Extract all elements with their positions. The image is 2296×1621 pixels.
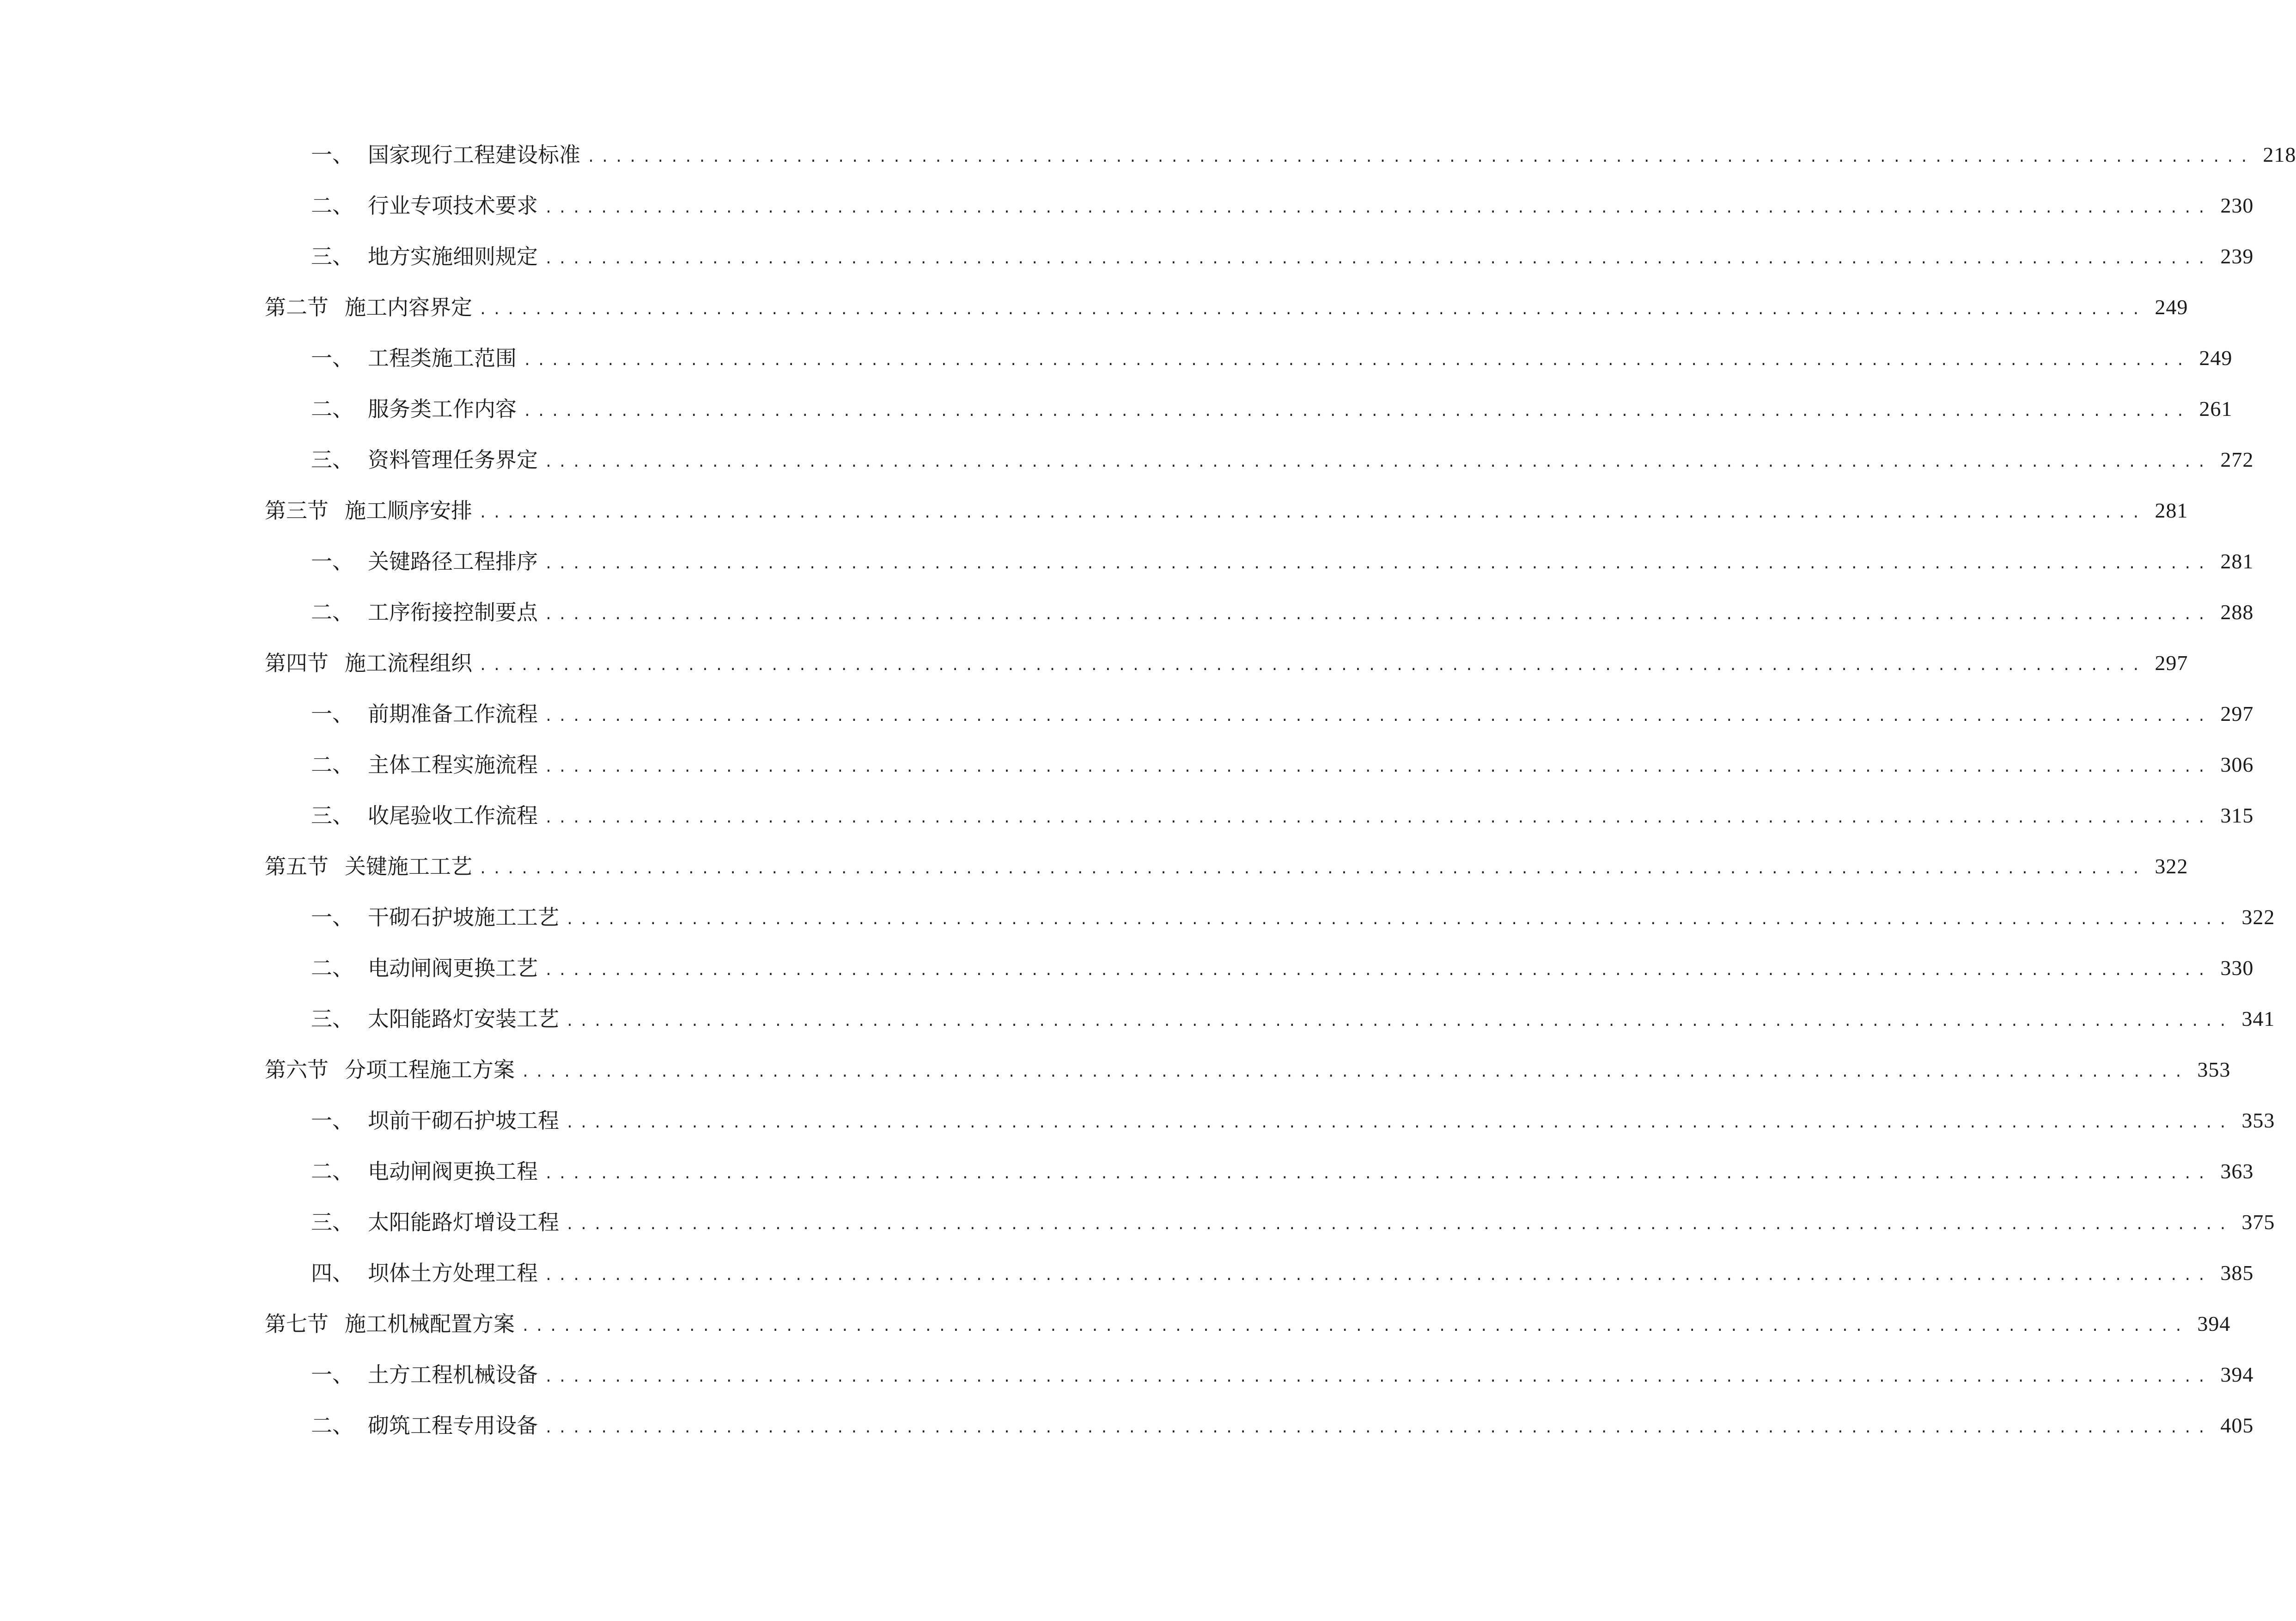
- toc-dot-leader: ........................................................................................................................: [544, 200, 2211, 216]
- toc-section-entry[interactable]: [265, 282, 2188, 333]
- toc-dot-leader: ........................................................................................................................: [544, 708, 2211, 725]
- toc-entry-page-number: 297: [2155, 651, 2188, 675]
- toc-entry-number: 三、: [311, 803, 353, 828]
- toc-subsection-entry[interactable]: [265, 333, 2233, 384]
- toc-dot-leader: ........................................................................................................................: [587, 149, 2254, 165]
- toc-subsection-entry[interactable]: [265, 943, 2254, 993]
- toc-dot-leader: ........................................................................................................................: [544, 963, 2211, 979]
- toc-entry-page-number: 281: [2220, 549, 2254, 573]
- toc-subsection-entry[interactable]: [265, 993, 2275, 1044]
- toc-entry-title: 砌筑工程专用设备: [368, 1413, 538, 1438]
- toc-entry-page-number: 353: [2197, 1058, 2231, 1081]
- toc-subsection-entry[interactable]: [265, 1349, 2254, 1400]
- toc-dot-leader: ........................................................................................................................: [544, 759, 2211, 775]
- toc-subsection-entry[interactable]: [265, 739, 2254, 790]
- toc-section-entry[interactable]: [265, 485, 2188, 536]
- toc-subsection-entry[interactable]: [265, 1095, 2275, 1146]
- toc-entry-title: 关键施工工艺: [345, 854, 472, 879]
- toc-subsection-entry[interactable]: [265, 689, 2254, 739]
- toc-entry-title: 关键路径工程排序: [368, 549, 538, 574]
- toc-dot-leader: ........................................................................................................................: [566, 1217, 2233, 1233]
- toc-subsection-entry[interactable]: [265, 1197, 2275, 1248]
- toc-dot-leader: ........................................................................................................................: [523, 353, 2190, 369]
- toc-dot-leader: ........................................................................................................................: [544, 810, 2211, 826]
- toc-entry-title: 电动闸阀更换工艺: [368, 956, 538, 981]
- toc-subsection-entry[interactable]: [265, 892, 2275, 943]
- toc-entry-title: 分项工程施工方案: [345, 1057, 515, 1082]
- toc-entry-page-number: 363: [2220, 1159, 2254, 1183]
- toc-entry-title: 工程类施工范围: [368, 346, 517, 371]
- toc-entry-title: 服务类工作内容: [368, 396, 517, 421]
- toc-dot-leader: ........................................................................................................................: [544, 454, 2211, 470]
- toc-entry-title: 地方实施细则规定: [368, 244, 538, 269]
- toc-subsection-entry[interactable]: [265, 384, 2233, 434]
- table-of-contents: [265, 129, 2296, 1451]
- toc-entry-page-number: 405: [2220, 1414, 2254, 1437]
- toc-section-entry[interactable]: [265, 1044, 2231, 1095]
- toc-entry-number: 二、: [311, 396, 353, 421]
- toc-entry-title: 坝体土方处理工程: [368, 1261, 538, 1286]
- toc-entry-title: 施工内容界定: [345, 295, 472, 320]
- toc-dot-leader: ........................................................................................................................: [544, 1420, 2211, 1436]
- toc-dot-leader: ........................................................................................................................: [544, 1369, 2211, 1385]
- toc-subsection-entry[interactable]: [265, 129, 2296, 180]
- toc-dot-leader: ........................................................................................................................: [521, 1318, 2188, 1335]
- toc-dot-leader: ........................................................................................................................: [544, 251, 2211, 267]
- toc-entry-title: 行业专项技术要求: [368, 193, 538, 218]
- toc-dot-leader: ........................................................................................................................: [566, 912, 2233, 928]
- toc-entry-title: 干砌石护坡施工工艺: [368, 905, 559, 930]
- toc-entry-title: 施工流程组织: [345, 651, 472, 676]
- toc-entry-page-number: 322: [2241, 905, 2275, 929]
- toc-entry-page-number: 281: [2155, 499, 2188, 522]
- toc-entry-title: 施工机械配置方案: [345, 1311, 515, 1336]
- toc-entry-number: 一、: [311, 142, 353, 167]
- toc-entry-number: 三、: [311, 1006, 353, 1031]
- toc-entry-number: 第五节: [265, 854, 329, 879]
- toc-subsection-entry[interactable]: [265, 1146, 2254, 1197]
- toc-entry-number: 一、: [311, 905, 353, 930]
- toc-entry-page-number: 218: [2263, 143, 2296, 166]
- toc-subsection-entry[interactable]: [265, 231, 2254, 282]
- toc-entry-page-number: 385: [2220, 1261, 2254, 1285]
- toc-entry-number: 四、: [311, 1261, 353, 1286]
- toc-dot-leader: ........................................................................................................................: [544, 556, 2211, 572]
- toc-entry-title: 坝前干砌石护坡工程: [368, 1108, 559, 1133]
- toc-entry-page-number: 261: [2199, 397, 2233, 420]
- toc-subsection-entry[interactable]: [265, 790, 2254, 841]
- toc-entry-page-number: 341: [2241, 1007, 2275, 1030]
- toc-entry-page-number: 230: [2220, 194, 2254, 217]
- toc-entry-page-number: 394: [2220, 1363, 2254, 1386]
- toc-subsection-entry[interactable]: [265, 1400, 2254, 1451]
- toc-entry-title: 施工顺序安排: [345, 498, 472, 523]
- toc-entry-number: 二、: [311, 1159, 353, 1184]
- toc-entry-page-number: 330: [2220, 956, 2254, 980]
- toc-entry-title: 国家现行工程建设标准: [368, 142, 580, 167]
- toc-entry-page-number: 306: [2220, 753, 2254, 776]
- toc-entry-number: 一、: [311, 1362, 353, 1387]
- toc-entry-number: 一、: [311, 346, 353, 371]
- toc-section-entry[interactable]: [265, 638, 2188, 689]
- toc-entry-title: 工序衔接控制要点: [368, 600, 538, 625]
- toc-dot-leader: ........................................................................................................................: [479, 861, 2146, 877]
- toc-entry-number: 三、: [311, 244, 353, 269]
- toc-entry-number: 第七节: [265, 1311, 329, 1336]
- toc-entry-title: 太阳能路灯增设工程: [368, 1210, 559, 1235]
- toc-entry-page-number: 322: [2155, 854, 2188, 878]
- toc-subsection-entry[interactable]: [265, 1248, 2254, 1298]
- toc-entry-number: 一、: [311, 549, 353, 574]
- toc-entry-page-number: 249: [2155, 295, 2188, 319]
- toc-section-entry[interactable]: [265, 1298, 2231, 1349]
- toc-entry-number: 第三节: [265, 498, 329, 523]
- toc-entry-number: 第二节: [265, 295, 329, 320]
- toc-dot-leader: ........................................................................................................................: [566, 1013, 2233, 1030]
- toc-entry-title: 主体工程实施流程: [368, 752, 538, 777]
- toc-entry-number: 一、: [311, 1108, 353, 1133]
- toc-entry-title: 太阳能路灯安装工艺: [368, 1006, 559, 1031]
- toc-entry-number: 三、: [311, 1210, 353, 1235]
- toc-dot-leader: ........................................................................................................................: [544, 1166, 2211, 1182]
- toc-entry-number: 二、: [311, 752, 353, 777]
- toc-subsection-entry[interactable]: [265, 536, 2254, 587]
- toc-dot-leader: ........................................................................................................................: [566, 1115, 2233, 1131]
- toc-entry-title: 收尾验收工作流程: [368, 803, 538, 828]
- toc-entry-number: 第六节: [265, 1057, 329, 1082]
- toc-entry-number: 二、: [311, 956, 353, 981]
- toc-entry-number: 二、: [311, 600, 353, 625]
- toc-entry-page-number: 353: [2241, 1109, 2275, 1132]
- toc-dot-leader: ........................................................................................................................: [479, 302, 2146, 318]
- toc-entry-title: 电动闸阀更换工程: [368, 1159, 538, 1184]
- toc-entry-page-number: 315: [2220, 804, 2254, 827]
- toc-section-entry[interactable]: [265, 841, 2188, 892]
- toc-subsection-entry[interactable]: [265, 587, 2254, 638]
- toc-dot-leader: ........................................................................................................................: [479, 658, 2146, 674]
- toc-entry-title: 土方工程机械设备: [368, 1362, 538, 1387]
- toc-entry-page-number: 375: [2241, 1210, 2275, 1234]
- toc-subsection-entry[interactable]: [265, 434, 2254, 485]
- toc-entry-title: 前期准备工作流程: [368, 701, 538, 726]
- toc-dot-leader: ........................................................................................................................: [521, 1064, 2188, 1080]
- toc-entry-title: 资料管理任务界定: [368, 447, 538, 472]
- toc-entry-page-number: 272: [2220, 448, 2254, 471]
- toc-entry-page-number: 297: [2220, 702, 2254, 725]
- toc-entry-page-number: 249: [2199, 346, 2233, 370]
- toc-dot-leader: ........................................................................................................................: [544, 607, 2211, 623]
- toc-subsection-entry[interactable]: [265, 180, 2254, 231]
- toc-entry-number: 第四节: [265, 651, 329, 676]
- toc-entry-page-number: 394: [2197, 1312, 2231, 1335]
- toc-entry-page-number: 239: [2220, 244, 2254, 268]
- toc-entry-number: 二、: [311, 193, 353, 218]
- toc-entry-number: 二、: [311, 1413, 353, 1438]
- toc-dot-leader: ........................................................................................................................: [544, 1268, 2211, 1284]
- toc-entry-page-number: 288: [2220, 600, 2254, 624]
- toc-dot-leader: ........................................................................................................................: [523, 403, 2190, 420]
- toc-entry-number: 三、: [311, 447, 353, 472]
- toc-entry-number: 一、: [311, 701, 353, 726]
- toc-dot-leader: ........................................................................................................................: [479, 505, 2146, 521]
